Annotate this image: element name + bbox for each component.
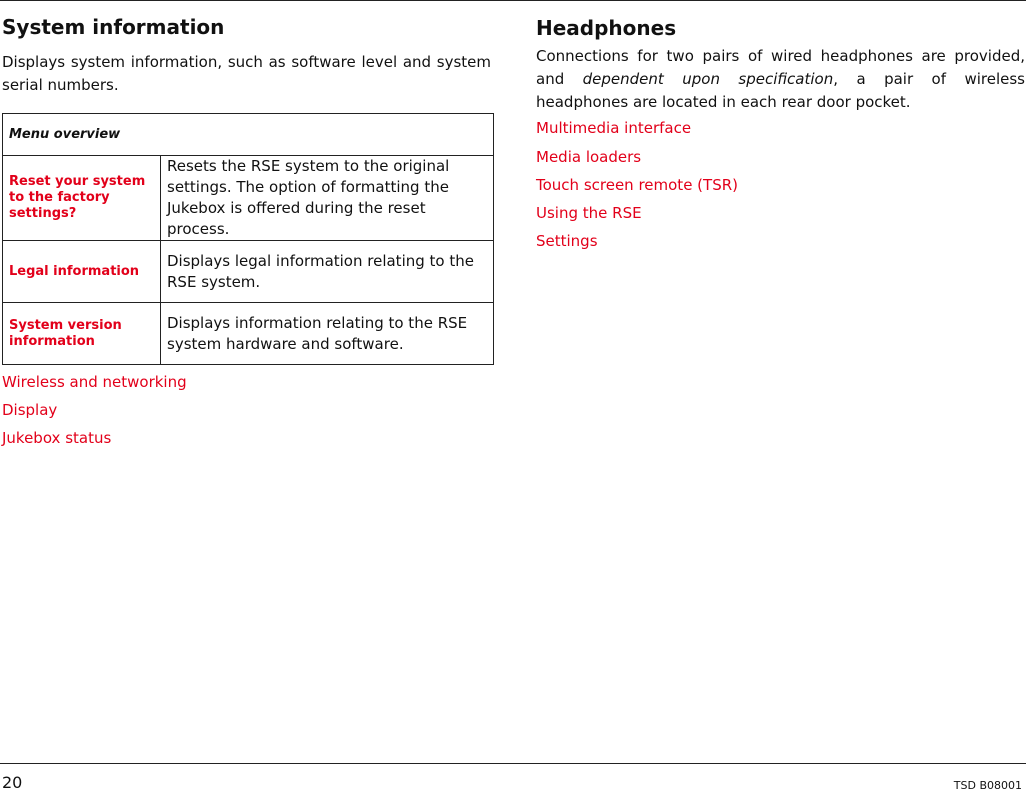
reset-factory-settings-description: Resets the RSE system to the original settings. The option of formatting the Jukebox is offered during the reset process.	[161, 156, 494, 241]
menu-overview-header: Menu overview	[3, 114, 494, 156]
headphones-body	[536, 45, 1025, 114]
link-jukebox-status[interactable]: Jukebox status	[2, 429, 112, 447]
table-row	[3, 156, 494, 241]
page-number: 20	[2, 773, 23, 792]
link-multimedia-interface[interactable]: Multimedia interface	[536, 119, 692, 137]
legal-information-description: Displays legal information relating to the RSE system.	[161, 241, 494, 303]
top-rule	[0, 0, 1026, 1]
headphones-body-part1: Connections for two pairs of wired headphones are provided, and	[536, 47, 1025, 88]
link-settings[interactable]: Settings	[536, 232, 598, 250]
menu-overview-table	[2, 113, 494, 365]
system-information-heading: System information	[2, 15, 225, 39]
table-row	[3, 241, 494, 303]
table-row	[3, 303, 494, 365]
footer-rule	[0, 763, 1026, 764]
legal-information-option[interactable]: Legal information	[3, 241, 161, 303]
system-version-information-option[interactable]: System version information	[3, 303, 161, 365]
link-wireless-and-networking[interactable]: Wireless and networking	[2, 373, 187, 391]
headphones-body-italic: dependent upon specification	[582, 70, 834, 88]
system-version-information-description: Displays information relating to the RSE system hardware and software.	[161, 303, 494, 365]
headphones-heading: Headphones	[536, 16, 677, 40]
link-display[interactable]: Display	[2, 401, 58, 419]
document-code: TSD B08001	[953, 779, 1022, 792]
system-information-intro: Displays system information, such as software level and system serial numbers.	[2, 53, 491, 94]
reset-factory-settings-option[interactable]: Reset your system to the factory settings?	[3, 156, 161, 241]
link-using-the-rse[interactable]: Using the RSE	[536, 204, 642, 222]
link-touch-screen-remote[interactable]: Touch screen remote (TSR)	[536, 176, 738, 194]
link-media-loaders[interactable]: Media loaders	[536, 148, 642, 166]
headphones-body-part2: , a pair of wireless headphones are located in each rear door pocket.	[536, 70, 1025, 111]
